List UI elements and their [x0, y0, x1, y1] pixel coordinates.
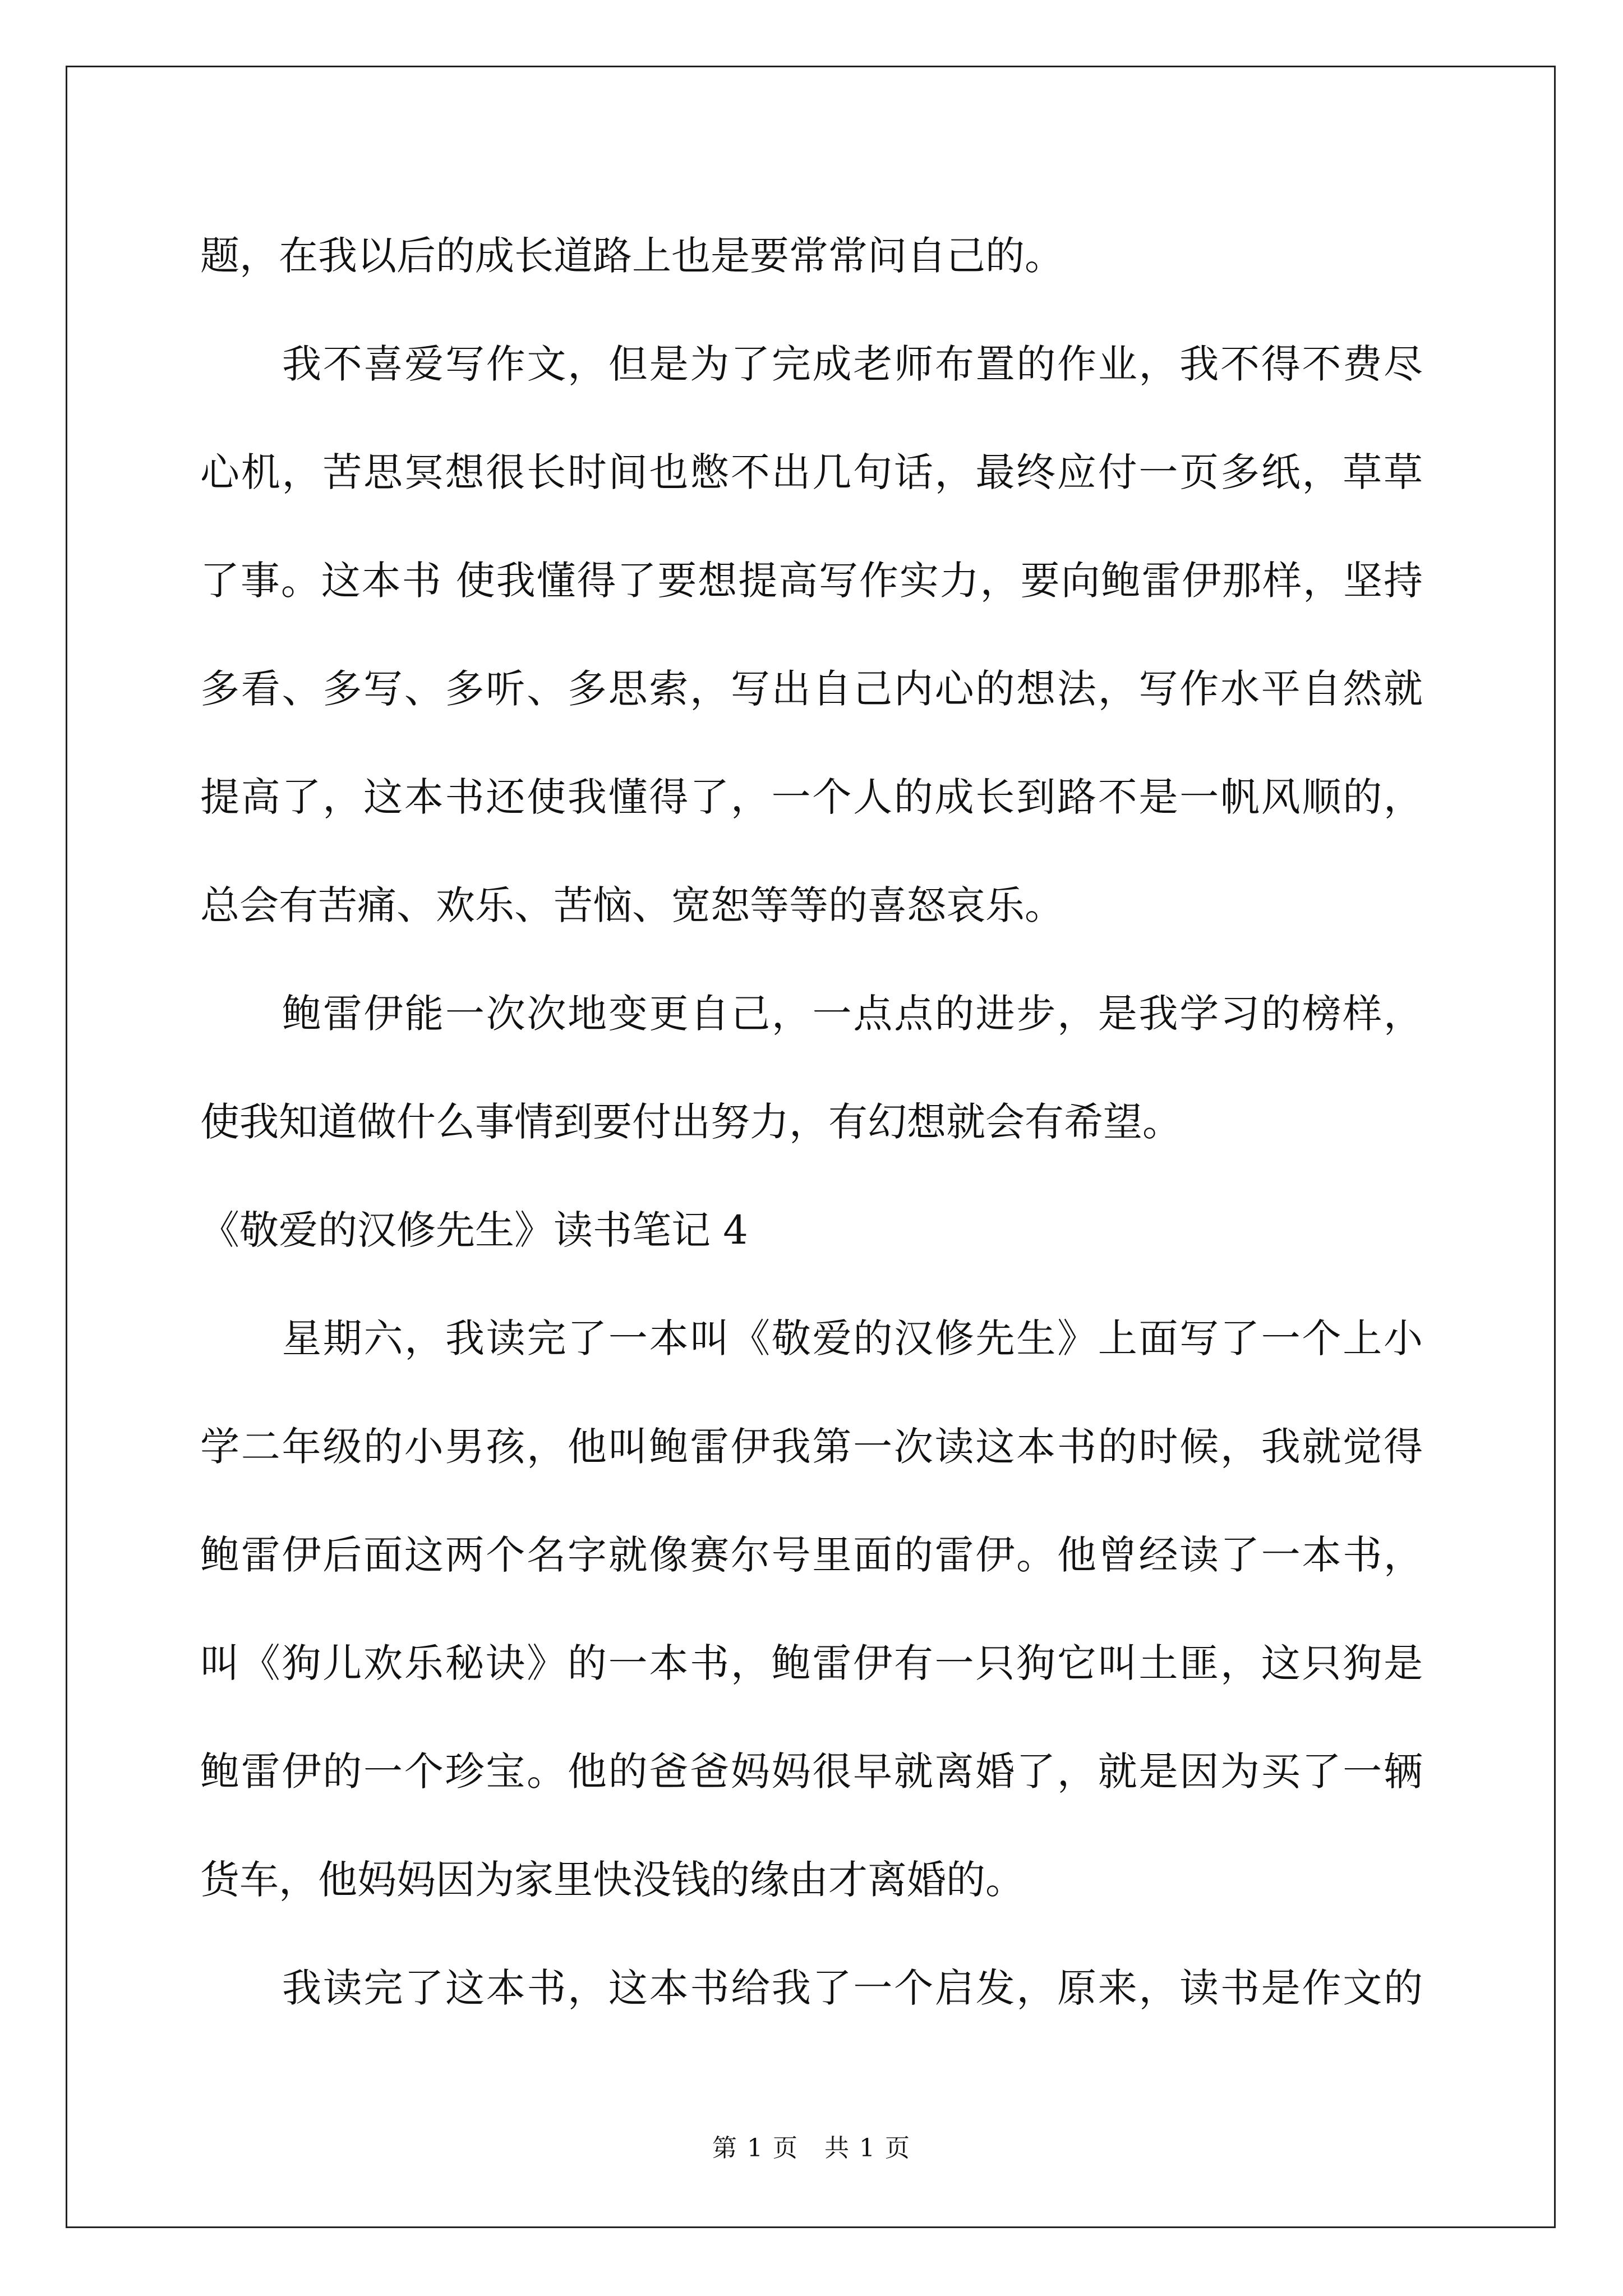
text-line: 多看、多写、多听、多思索，写出自己内心的想法，写作水平自然就 — [200, 666, 1423, 712]
text-line: 我读完了这本书，这本书给我了一个启发，原来，读书是作文的 — [282, 1965, 1423, 2011]
text-line: 星期六，我读完了一本叫《敬爱的汉修先生》上面写了一个上小 — [282, 1315, 1423, 1361]
text-line: 鲍雷伊后面这两个名字就像赛尔号里面的雷伊。他曾经读了一本书， — [200, 1532, 1423, 1578]
text-line: 货车，他妈妈因为家里快没钱的缘由才离婚的。 — [200, 1857, 1025, 1903]
text-line: 心机，苦思冥想很长时间也憋不出几句话，最终应付一页多纸，草草 — [200, 449, 1423, 495]
section-heading: 《敬爱的汉修先生》读书笔记 4 — [200, 1207, 748, 1253]
text-line: 我不喜爱写作文，但是为了完成老师布置的作业，我不得不费尽 — [282, 341, 1423, 387]
text-line: 总会有苦痛、欢乐、苦恼、宽恕等等的喜怒哀乐。 — [200, 882, 1064, 928]
text-line: 鲍雷伊的一个珍宝。他的爸爸妈妈很早就离婚了，就是因为买了一辆 — [200, 1749, 1423, 1795]
text-line: 使我知道做什么事情到要付出努力，有幻想就会有希望。 — [200, 1099, 1182, 1145]
page-number-footer: 第 1 页 共 1 页 — [712, 2134, 911, 2162]
text-line: 学二年级的小男孩，他叫鲍雷伊我第一次读这本书的时候，我就觉得 — [200, 1424, 1423, 1470]
text-line: 鲍雷伊能一次次地变更自己，一点点的进步，是我学习的榜样， — [282, 991, 1423, 1037]
text-line: 题，在我以后的成长道路上也是要常常问自己的。 — [200, 233, 1064, 279]
document-body — [200, 202, 1423, 2042]
text-line: 了事。这本书 使我懂得了要想提高写作实力，要向鲍雷伊那样，坚持 — [200, 558, 1423, 604]
text-line: 叫《狗儿欢乐秘诀》的一本书，鲍雷伊有一只狗它叫土匪，这只狗是 — [200, 1640, 1423, 1686]
text-line: 提高了，这本书还使我懂得了，一个人的成长到路不是一帆风顺的， — [200, 774, 1423, 820]
